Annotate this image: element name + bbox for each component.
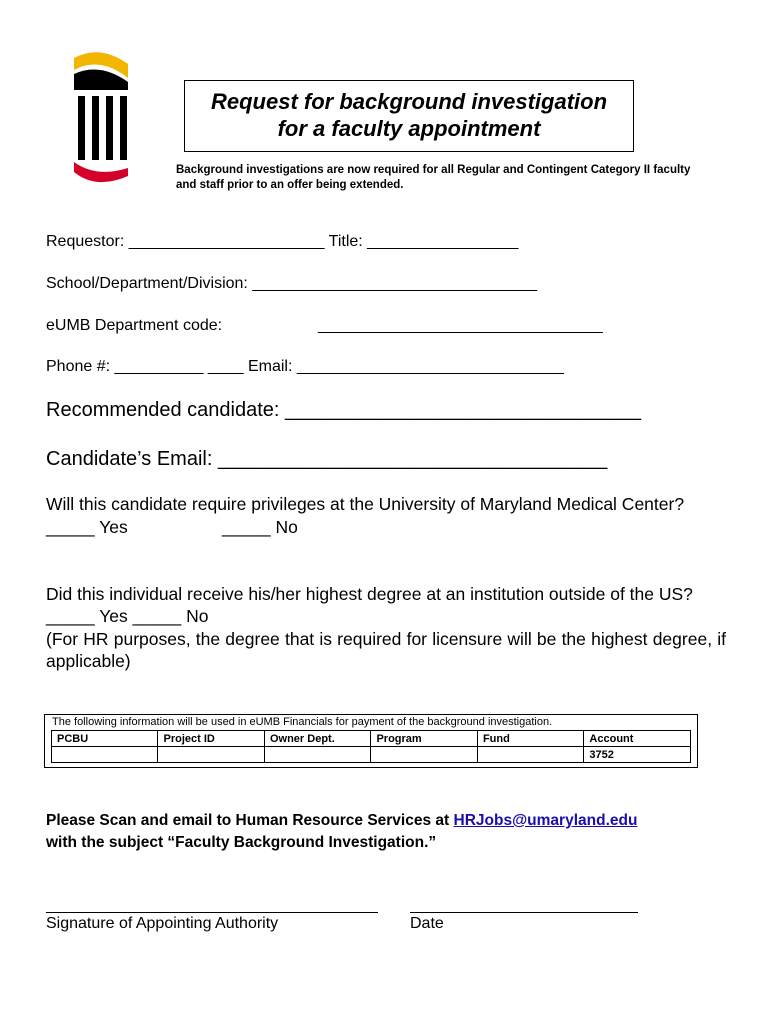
degree-options[interactable]: _____ Yes _____ No	[46, 606, 209, 626]
intro-line2: and staff prior to an offer being extended.	[176, 179, 404, 191]
privileges-yes[interactable]: _____ Yes	[46, 517, 128, 537]
degree-note: (For HR purposes, the degree that is required for licensure will be the highest degree, if applicable)	[46, 629, 726, 671]
candidate-field[interactable]: Recommended candidate: ________________________________	[46, 399, 641, 421]
scan-instructions	[46, 810, 726, 854]
signature-label: Signature of Appointing Authority	[46, 915, 279, 932]
header-fund: Fund	[477, 731, 583, 747]
cell-program[interactable]	[371, 747, 477, 763]
degree-question: Did this individual receive his/her highest degree at an institution outside of the US?	[46, 584, 693, 604]
scan-subject: with the subject “Faculty Background Investigation.”	[46, 834, 437, 851]
financial-table-caption: The following information will be used in eUMB Financials for payment of the background investigation.	[52, 716, 553, 728]
intro-line1: Background investigations are now required for all Regular and Contingent Category II faculty	[176, 164, 691, 176]
date-label: Date	[410, 915, 444, 932]
header-project-id: Project ID	[158, 731, 264, 747]
cell-account: 3752	[584, 747, 691, 763]
cell-pcbu[interactable]	[52, 747, 158, 763]
table-row	[52, 747, 691, 763]
form-title-box	[184, 80, 634, 152]
header-owner-dept: Owner Dept.	[264, 731, 370, 747]
cell-owner-dept[interactable]	[264, 747, 370, 763]
school-field[interactable]: School/Department/Division: ________________________________	[46, 275, 538, 292]
form-title-line1: Request for background investigation	[210, 89, 608, 114]
cell-fund[interactable]	[477, 747, 583, 763]
hr-email-link[interactable]: HRJobs@umaryland.edu	[453, 812, 638, 829]
eumb-dept-label: eUMB Department code:	[46, 317, 223, 334]
cell-project-id[interactable]	[158, 747, 264, 763]
intro-text	[176, 163, 721, 193]
phone-email-field[interactable]: Phone #: __________ ____ Email: ______________________________	[46, 358, 564, 375]
financial-table-box	[44, 714, 698, 768]
requestor-field[interactable]: Requestor: ______________________ Title: _________________	[46, 233, 519, 250]
header-pcbu: PCBU	[52, 731, 158, 747]
signature-line[interactable]	[46, 912, 378, 913]
umb-logo	[66, 44, 134, 190]
privileges-no[interactable]: _____ No	[222, 517, 298, 537]
date-line[interactable]	[410, 912, 638, 913]
eumb-dept-field[interactable]: ________________________________	[318, 317, 603, 334]
table-header-row	[52, 731, 691, 747]
privileges-question: Will this candidate require privileges at the University of Maryland Medical Center?	[46, 494, 685, 514]
form-title-line2: for a faculty appointment	[277, 116, 541, 141]
header-program: Program	[371, 731, 477, 747]
scan-text: Please Scan and email to Human Resource Services at	[46, 812, 454, 829]
header-account: Account	[584, 731, 691, 747]
candidate-email-field[interactable]: Candidate’s Email: ___________________________________	[46, 448, 608, 470]
financial-table	[51, 730, 691, 763]
